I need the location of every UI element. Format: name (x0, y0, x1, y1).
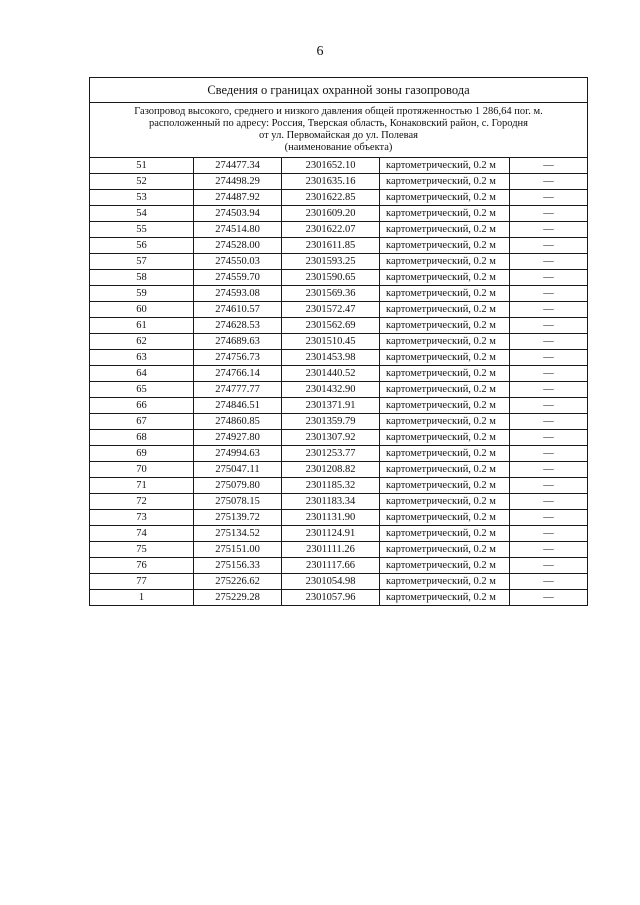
coordinate-y-cell: 2301054.98 (282, 574, 380, 590)
point-number-cell: 72 (90, 494, 194, 510)
coordinate-x-cell: 275156.33 (194, 558, 282, 574)
description-dash-cell: — (510, 222, 588, 238)
determination-method-cell: картометрический, 0.2 м (380, 206, 510, 222)
point-number-cell: 63 (90, 350, 194, 366)
determination-method-cell: картометрический, 0.2 м (380, 190, 510, 206)
table-row (90, 398, 588, 414)
table-description-row (90, 103, 588, 158)
description-line: Газопровод высокого, среднего и низкого давления общей протяженностью 1 286,64 пог. м. (134, 106, 543, 117)
coordinate-x-cell: 274689.63 (194, 334, 282, 350)
table-title-row (90, 78, 588, 103)
coordinate-y-cell: 2301609.20 (282, 206, 380, 222)
coordinate-y-cell: 2301590.65 (282, 270, 380, 286)
determination-method-cell: картометрический, 0.2 м (380, 222, 510, 238)
coordinate-x-cell: 274846.51 (194, 398, 282, 414)
coordinate-x-cell: 275229.28 (194, 590, 282, 606)
description-dash-cell: — (510, 318, 588, 334)
coordinate-x-cell: 274756.73 (194, 350, 282, 366)
description-dash-cell: — (510, 510, 588, 526)
description-dash-cell: — (510, 270, 588, 286)
point-number-cell: 56 (90, 238, 194, 254)
coordinate-y-cell: 2301611.85 (282, 238, 380, 254)
point-number-cell: 75 (90, 542, 194, 558)
coordinate-y-cell: 2301117.66 (282, 558, 380, 574)
table-row (90, 382, 588, 398)
point-number-cell: 69 (90, 446, 194, 462)
description-dash-cell: — (510, 382, 588, 398)
table-row (90, 542, 588, 558)
determination-method-cell: картометрический, 0.2 м (380, 254, 510, 270)
coordinate-y-cell: 2301593.25 (282, 254, 380, 270)
coordinate-x-cell: 275226.62 (194, 574, 282, 590)
table-row (90, 318, 588, 334)
coordinate-x-cell: 274777.77 (194, 382, 282, 398)
determination-method-cell: картометрический, 0.2 м (380, 558, 510, 574)
coordinate-y-cell: 2301124.91 (282, 526, 380, 542)
description-dash-cell: — (510, 238, 588, 254)
coordinate-y-cell: 2301111.26 (282, 542, 380, 558)
coordinate-y-cell: 2301359.79 (282, 414, 380, 430)
coordinate-y-cell: 2301562.69 (282, 318, 380, 334)
determination-method-cell: картометрический, 0.2 м (380, 446, 510, 462)
coordinate-x-cell: 274559.70 (194, 270, 282, 286)
coordinate-y-cell: 2301208.82 (282, 462, 380, 478)
table-row (90, 558, 588, 574)
description-dash-cell: — (510, 574, 588, 590)
determination-method-cell: картометрический, 0.2 м (380, 158, 510, 174)
coordinate-x-cell: 274927.80 (194, 430, 282, 446)
coordinate-x-cell: 275079.80 (194, 478, 282, 494)
point-number-cell: 62 (90, 334, 194, 350)
determination-method-cell: картометрический, 0.2 м (380, 526, 510, 542)
table-row (90, 222, 588, 238)
determination-method-cell: картометрический, 0.2 м (380, 478, 510, 494)
description-dash-cell: — (510, 446, 588, 462)
coordinate-x-cell: 275134.52 (194, 526, 282, 542)
coordinate-x-cell: 274994.63 (194, 446, 282, 462)
description-dash-cell: — (510, 174, 588, 190)
determination-method-cell: картометрический, 0.2 м (380, 590, 510, 606)
description-dash-cell: — (510, 398, 588, 414)
boundary-table (89, 77, 588, 606)
table-row (90, 590, 588, 606)
description-dash-cell: — (510, 158, 588, 174)
coordinate-y-cell: 2301307.92 (282, 430, 380, 446)
point-number-cell: 1 (90, 590, 194, 606)
point-number-cell: 65 (90, 382, 194, 398)
description-dash-cell: — (510, 430, 588, 446)
coordinate-x-cell: 274477.34 (194, 158, 282, 174)
description-dash-cell: — (510, 206, 588, 222)
coordinate-y-cell: 2301652.10 (282, 158, 380, 174)
determination-method-cell: картометрический, 0.2 м (380, 318, 510, 334)
point-number-cell: 76 (90, 558, 194, 574)
coordinate-y-cell: 2301569.36 (282, 286, 380, 302)
coordinate-x-cell: 274860.85 (194, 414, 282, 430)
point-number-cell: 53 (90, 190, 194, 206)
coordinate-y-cell: 2301510.45 (282, 334, 380, 350)
description-dash-cell: — (510, 462, 588, 478)
coordinate-x-cell: 274498.29 (194, 174, 282, 190)
determination-method-cell: картометрический, 0.2 м (380, 398, 510, 414)
table-row (90, 302, 588, 318)
determination-method-cell: картометрический, 0.2 м (380, 574, 510, 590)
coordinate-x-cell: 274550.03 (194, 254, 282, 270)
coordinate-y-cell: 2301131.90 (282, 510, 380, 526)
description-line: расположенный по адресу: Россия, Тверская область, Конаковский район, с. Городня (148, 118, 529, 129)
point-number-cell: 61 (90, 318, 194, 334)
table-row (90, 526, 588, 542)
description-dash-cell: — (510, 366, 588, 382)
point-number-cell: 77 (90, 574, 194, 590)
point-number-cell: 58 (90, 270, 194, 286)
point-number-cell: 66 (90, 398, 194, 414)
table-row (90, 478, 588, 494)
table-row (90, 158, 588, 174)
point-number-cell: 60 (90, 302, 194, 318)
description-dash-cell: — (510, 334, 588, 350)
point-number-cell: 74 (90, 526, 194, 542)
determination-method-cell: картометрический, 0.2 м (380, 174, 510, 190)
table-row (90, 430, 588, 446)
table-row (90, 270, 588, 286)
point-number-cell: 54 (90, 206, 194, 222)
table-row (90, 238, 588, 254)
table-row (90, 510, 588, 526)
determination-method-cell: картометрический, 0.2 м (380, 462, 510, 478)
table-row (90, 190, 588, 206)
point-number-cell: 68 (90, 430, 194, 446)
table-row (90, 462, 588, 478)
coordinate-y-cell: 2301440.52 (282, 366, 380, 382)
point-number-cell: 67 (90, 414, 194, 430)
table-row (90, 574, 588, 590)
determination-method-cell: картометрический, 0.2 м (380, 350, 510, 366)
description-dash-cell: — (510, 286, 588, 302)
coordinate-x-cell: 274514.80 (194, 222, 282, 238)
description-dash-cell: — (510, 542, 588, 558)
description-line: (наименование объекта) (284, 142, 393, 153)
coordinate-y-cell: 2301057.96 (282, 590, 380, 606)
point-number-cell: 73 (90, 510, 194, 526)
point-number-cell: 71 (90, 478, 194, 494)
coordinate-y-cell: 2301622.07 (282, 222, 380, 238)
determination-method-cell: картометрический, 0.2 м (380, 334, 510, 350)
table-row (90, 254, 588, 270)
coordinate-y-cell: 2301622.85 (282, 190, 380, 206)
determination-method-cell: картометрический, 0.2 м (380, 270, 510, 286)
coordinate-x-cell: 275078.15 (194, 494, 282, 510)
coordinate-x-cell: 274528.00 (194, 238, 282, 254)
table-row (90, 206, 588, 222)
description-line: от ул. Первомайская до ул. Полевая (258, 130, 418, 141)
table-row (90, 350, 588, 366)
description-dash-cell: — (510, 254, 588, 270)
coordinate-x-cell: 274503.94 (194, 206, 282, 222)
table-row (90, 366, 588, 382)
table-row (90, 414, 588, 430)
table-row (90, 334, 588, 350)
determination-method-cell: картометрический, 0.2 м (380, 302, 510, 318)
determination-method-cell: картометрический, 0.2 м (380, 238, 510, 254)
determination-method-cell: картометрический, 0.2 м (380, 286, 510, 302)
coordinates-body (90, 158, 588, 606)
determination-method-cell: картометрический, 0.2 м (380, 510, 510, 526)
determination-method-cell: картометрический, 0.2 м (380, 430, 510, 446)
coordinate-x-cell: 275047.11 (194, 462, 282, 478)
determination-method-cell: картометрический, 0.2 м (380, 366, 510, 382)
coordinate-x-cell: 274628.53 (194, 318, 282, 334)
description-dash-cell: — (510, 494, 588, 510)
description-dash-cell: — (510, 190, 588, 206)
coordinate-x-cell: 274766.14 (194, 366, 282, 382)
coordinate-x-cell: 275151.00 (194, 542, 282, 558)
table-row (90, 494, 588, 510)
point-number-cell: 57 (90, 254, 194, 270)
coordinate-y-cell: 2301185.32 (282, 478, 380, 494)
coordinate-x-cell: 274610.57 (194, 302, 282, 318)
coordinate-y-cell: 2301635.16 (282, 174, 380, 190)
point-number-cell: 52 (90, 174, 194, 190)
coordinate-x-cell: 274593.08 (194, 286, 282, 302)
description-dash-cell: — (510, 414, 588, 430)
point-number-cell: 55 (90, 222, 194, 238)
description-dash-cell: — (510, 558, 588, 574)
description-dash-cell: — (510, 590, 588, 606)
table-row (90, 286, 588, 302)
point-number-cell: 51 (90, 158, 194, 174)
description-dash-cell: — (510, 526, 588, 542)
point-number-cell: 70 (90, 462, 194, 478)
table-row (90, 174, 588, 190)
table-row (90, 446, 588, 462)
determination-method-cell: картометрический, 0.2 м (380, 382, 510, 398)
determination-method-cell: картометрический, 0.2 м (380, 542, 510, 558)
coordinate-y-cell: 2301253.77 (282, 446, 380, 462)
object-description (90, 103, 588, 158)
description-dash-cell: — (510, 478, 588, 494)
page-number: 6 (316, 44, 324, 59)
point-number-cell: 59 (90, 286, 194, 302)
description-dash-cell: — (510, 350, 588, 366)
table-title: Сведения о границах охранной зоны газопровода (90, 78, 588, 103)
description-dash-cell: — (510, 302, 588, 318)
coordinate-y-cell: 2301453.98 (282, 350, 380, 366)
coordinate-y-cell: 2301371.91 (282, 398, 380, 414)
point-number-cell: 64 (90, 366, 194, 382)
determination-method-cell: картометрический, 0.2 м (380, 414, 510, 430)
coordinate-y-cell: 2301572.47 (282, 302, 380, 318)
determination-method-cell: картометрический, 0.2 м (380, 494, 510, 510)
coordinate-y-cell: 2301432.90 (282, 382, 380, 398)
coordinate-y-cell: 2301183.34 (282, 494, 380, 510)
coordinate-x-cell: 274487.92 (194, 190, 282, 206)
coordinate-x-cell: 275139.72 (194, 510, 282, 526)
